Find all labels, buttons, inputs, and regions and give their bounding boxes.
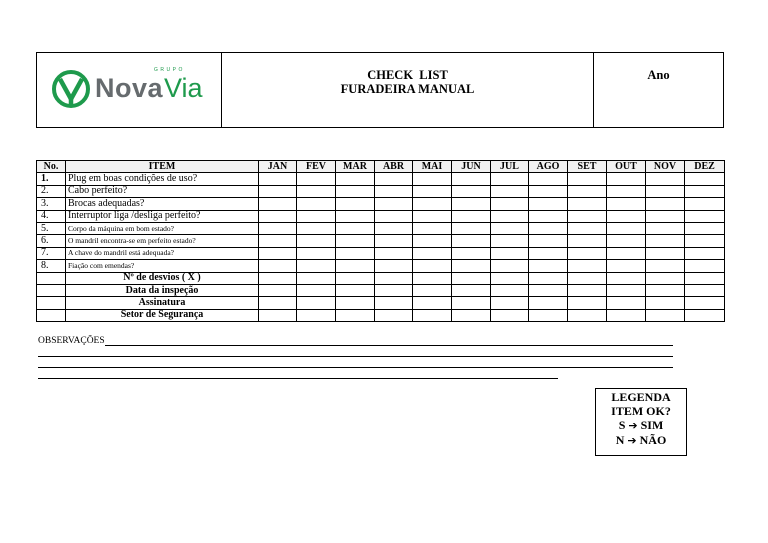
item-number: 4. [37,210,66,222]
item-description: A chave do mandril está adequada? [66,247,259,259]
observations-label: OBSERVAÇÕES [38,336,105,346]
check-cell[interactable] [685,210,725,222]
check-cell[interactable] [375,247,413,259]
checklist-table [36,160,725,322]
check-cell[interactable] [413,185,452,197]
check-cell[interactable] [568,173,607,185]
summary-cell[interactable] [646,309,685,321]
summary-cell[interactable] [413,284,452,296]
check-cell[interactable] [413,222,452,234]
check-cell[interactable] [685,260,725,272]
title-cell [222,53,594,127]
check-cell[interactable] [646,198,685,210]
arrow-right-icon: ➔ [627,434,637,447]
summary-cell[interactable] [375,272,413,284]
check-cell[interactable] [646,235,685,247]
check-cell[interactable] [646,210,685,222]
summary-blank-cell [37,272,66,284]
check-cell[interactable] [646,222,685,234]
summary-cell[interactable] [685,284,725,296]
check-cell[interactable] [607,260,646,272]
check-cell[interactable] [568,247,607,259]
summary-cell[interactable] [452,272,491,284]
table-row [37,185,725,197]
item-description: O mandril encontra-se em perfeito estado? [66,235,259,247]
check-cell[interactable] [491,210,529,222]
check-cell[interactable] [607,198,646,210]
summary-cell[interactable] [259,272,297,284]
item-description: Plug em boas condições de uso? [66,173,259,185]
item-description: Brocas adequadas? [66,198,259,210]
summary-cell[interactable] [452,297,491,309]
check-cell[interactable] [452,185,491,197]
check-cell[interactable] [607,210,646,222]
check-cell[interactable] [452,260,491,272]
check-cell[interactable] [259,210,297,222]
check-cell[interactable] [568,260,607,272]
month-header: JUL [491,161,529,173]
table-row [37,222,725,234]
year-label: Ano [647,68,670,82]
check-cell[interactable] [529,185,568,197]
check-cell[interactable] [529,198,568,210]
check-cell[interactable] [375,185,413,197]
summary-cell[interactable] [529,309,568,321]
summary-cell[interactable] [259,284,297,296]
item-description: Interruptor liga /desliga perfeito? [66,210,259,222]
summary-label: Setor de Segurança [66,309,259,321]
summary-cell[interactable] [491,272,529,284]
check-cell[interactable] [375,235,413,247]
month-header: ABR [375,161,413,173]
summary-blank-cell [37,297,66,309]
summary-cell[interactable] [336,297,375,309]
month-header: JAN [259,161,297,173]
check-cell[interactable] [336,185,375,197]
check-cell[interactable] [491,247,529,259]
summary-blank-cell [37,309,66,321]
summary-row [37,297,725,309]
summary-cell[interactable] [259,297,297,309]
check-cell[interactable] [491,173,529,185]
table-header-row [37,161,725,173]
check-cell[interactable] [259,222,297,234]
check-cell[interactable] [297,185,336,197]
summary-cell[interactable] [529,272,568,284]
item-description: Corpo da máquina em bom estado? [66,222,259,234]
check-cell[interactable] [336,260,375,272]
item-number: 8. [37,260,66,272]
summary-cell[interactable] [685,272,725,284]
check-cell[interactable] [336,222,375,234]
check-cell[interactable] [297,222,336,234]
summary-cell[interactable] [685,309,725,321]
summary-cell[interactable] [685,297,725,309]
month-header: JUN [452,161,491,173]
check-cell[interactable] [452,235,491,247]
check-cell[interactable] [529,235,568,247]
check-cell[interactable] [259,198,297,210]
check-cell[interactable] [452,173,491,185]
legend-no-key: N [615,433,625,447]
item-number: 2. [37,185,66,197]
check-cell[interactable] [685,173,725,185]
check-cell[interactable] [491,235,529,247]
check-cell[interactable] [491,260,529,272]
item-number: 3. [37,198,66,210]
summary-cell[interactable] [413,309,452,321]
legend-yes-value: SIM [640,418,664,432]
check-cell[interactable] [568,210,607,222]
check-cell[interactable] [607,173,646,185]
check-cell[interactable] [607,247,646,259]
summary-cell[interactable] [336,284,375,296]
check-cell[interactable] [529,222,568,234]
summary-cell[interactable] [375,297,413,309]
summary-cell[interactable] [646,272,685,284]
summary-label: Assinatura [66,297,259,309]
check-cell[interactable] [685,235,725,247]
month-header: SET [568,161,607,173]
check-cell[interactable] [259,173,297,185]
check-cell[interactable] [336,173,375,185]
check-cell[interactable] [529,260,568,272]
summary-cell[interactable] [491,284,529,296]
table-row [37,210,725,222]
legend-no-row [596,433,686,448]
logo-cell [37,53,222,127]
check-cell[interactable] [375,260,413,272]
item-number: 7. [37,247,66,259]
check-cell[interactable] [413,260,452,272]
summary-row [37,309,725,321]
legend-box [595,388,687,456]
observation-line[interactable] [105,345,673,346]
check-cell[interactable] [297,235,336,247]
brand-via: Via [164,73,203,103]
legend-yes-key: S [618,418,626,432]
check-cell[interactable] [297,210,336,222]
check-cell[interactable] [375,173,413,185]
check-cell[interactable] [607,235,646,247]
check-cell[interactable] [259,185,297,197]
check-cell[interactable] [375,210,413,222]
summary-cell[interactable] [297,297,336,309]
legend-title: LEGENDA [611,390,671,404]
summary-cell[interactable] [607,272,646,284]
month-header: OUT [607,161,646,173]
check-cell[interactable] [259,260,297,272]
novavia-logo-icon [51,69,91,109]
item-number: 1. [37,173,66,185]
legend-yes-row [596,418,686,433]
check-cell[interactable] [336,247,375,259]
check-cell[interactable] [413,198,452,210]
summary-row [37,272,725,284]
summary-cell[interactable] [568,272,607,284]
check-cell[interactable] [607,185,646,197]
col-no-header: No. [37,161,66,173]
check-cell[interactable] [336,198,375,210]
summary-cell[interactable] [529,284,568,296]
title-line-2: FURADEIRA MANUAL [340,82,475,96]
arrow-right-icon: ➔ [628,419,638,432]
observation-line[interactable] [38,378,558,379]
summary-cell[interactable] [375,284,413,296]
summary-cell[interactable] [297,272,336,284]
legend-subtitle: ITEM OK? [611,404,671,418]
year-cell [594,53,723,127]
check-cell[interactable] [413,173,452,185]
table-row [37,235,725,247]
check-cell[interactable] [336,235,375,247]
check-cell[interactable] [568,185,607,197]
legend-no-value: NÃO [639,433,667,447]
check-cell[interactable] [607,222,646,234]
header-box [36,52,724,128]
summary-cell[interactable] [646,284,685,296]
check-cell[interactable] [529,247,568,259]
check-cell[interactable] [685,198,725,210]
summary-cell[interactable] [336,272,375,284]
check-cell[interactable] [336,210,375,222]
check-cell[interactable] [491,198,529,210]
summary-cell[interactable] [491,309,529,321]
item-number: 6. [37,235,66,247]
summary-cell[interactable] [336,309,375,321]
check-cell[interactable] [413,235,452,247]
title-line-1: CHECK LIST [367,68,448,82]
observation-line[interactable] [38,356,673,357]
check-cell[interactable] [646,247,685,259]
check-cell[interactable] [452,247,491,259]
month-header: AGO [529,161,568,173]
month-header: MAI [413,161,452,173]
check-cell[interactable] [646,185,685,197]
check-cell[interactable] [375,198,413,210]
summary-cell[interactable] [491,297,529,309]
table-row [37,198,725,210]
summary-label: Nº de desvios ( X ) [66,272,259,284]
check-cell[interactable] [452,210,491,222]
check-cell[interactable] [297,173,336,185]
item-description: Fiação com emendas? [66,260,259,272]
summary-cell[interactable] [607,309,646,321]
check-cell[interactable] [375,222,413,234]
check-cell[interactable] [413,247,452,259]
check-cell[interactable] [297,260,336,272]
summary-cell[interactable] [413,272,452,284]
brand-nova: Nova [95,73,164,103]
check-cell[interactable] [685,185,725,197]
check-cell[interactable] [259,235,297,247]
summary-cell[interactable] [529,297,568,309]
summary-cell[interactable] [413,297,452,309]
summary-cell[interactable] [607,284,646,296]
check-cell[interactable] [529,210,568,222]
check-cell[interactable] [259,247,297,259]
summary-cell[interactable] [452,284,491,296]
summary-label: Data da inspeção [66,284,259,296]
check-cell[interactable] [568,198,607,210]
month-header: NOV [646,161,685,173]
month-header: MAR [336,161,375,173]
check-cell[interactable] [646,260,685,272]
check-cell[interactable] [685,222,725,234]
summary-cell[interactable] [452,309,491,321]
col-item-header: ITEM [66,161,259,173]
check-cell[interactable] [452,198,491,210]
summary-cell[interactable] [297,284,336,296]
summary-cell[interactable] [568,309,607,321]
check-cell[interactable] [646,173,685,185]
table-row [37,247,725,259]
observation-line[interactable] [38,367,673,368]
check-cell[interactable] [568,235,607,247]
table-row [37,260,725,272]
check-cell[interactable] [452,222,491,234]
check-cell[interactable] [297,198,336,210]
summary-cell[interactable] [568,284,607,296]
summary-cell[interactable] [297,309,336,321]
check-cell[interactable] [568,222,607,234]
item-number: 5. [37,222,66,234]
month-header: DEZ [685,161,725,173]
item-description: Cabo perfeito? [66,185,259,197]
table-row [37,173,725,185]
brand-name [95,73,203,104]
summary-row [37,284,725,296]
summary-blank-cell [37,284,66,296]
summary-cell[interactable] [375,309,413,321]
summary-cell[interactable] [568,297,607,309]
check-cell[interactable] [491,185,529,197]
month-header: FEV [297,161,336,173]
check-cell[interactable] [413,210,452,222]
check-cell[interactable] [529,173,568,185]
logo-grupo-text: GRUPO [154,67,185,73]
summary-cell[interactable] [607,297,646,309]
summary-cell[interactable] [259,309,297,321]
check-cell[interactable] [685,247,725,259]
check-cell[interactable] [491,222,529,234]
check-cell[interactable] [297,247,336,259]
summary-cell[interactable] [646,297,685,309]
